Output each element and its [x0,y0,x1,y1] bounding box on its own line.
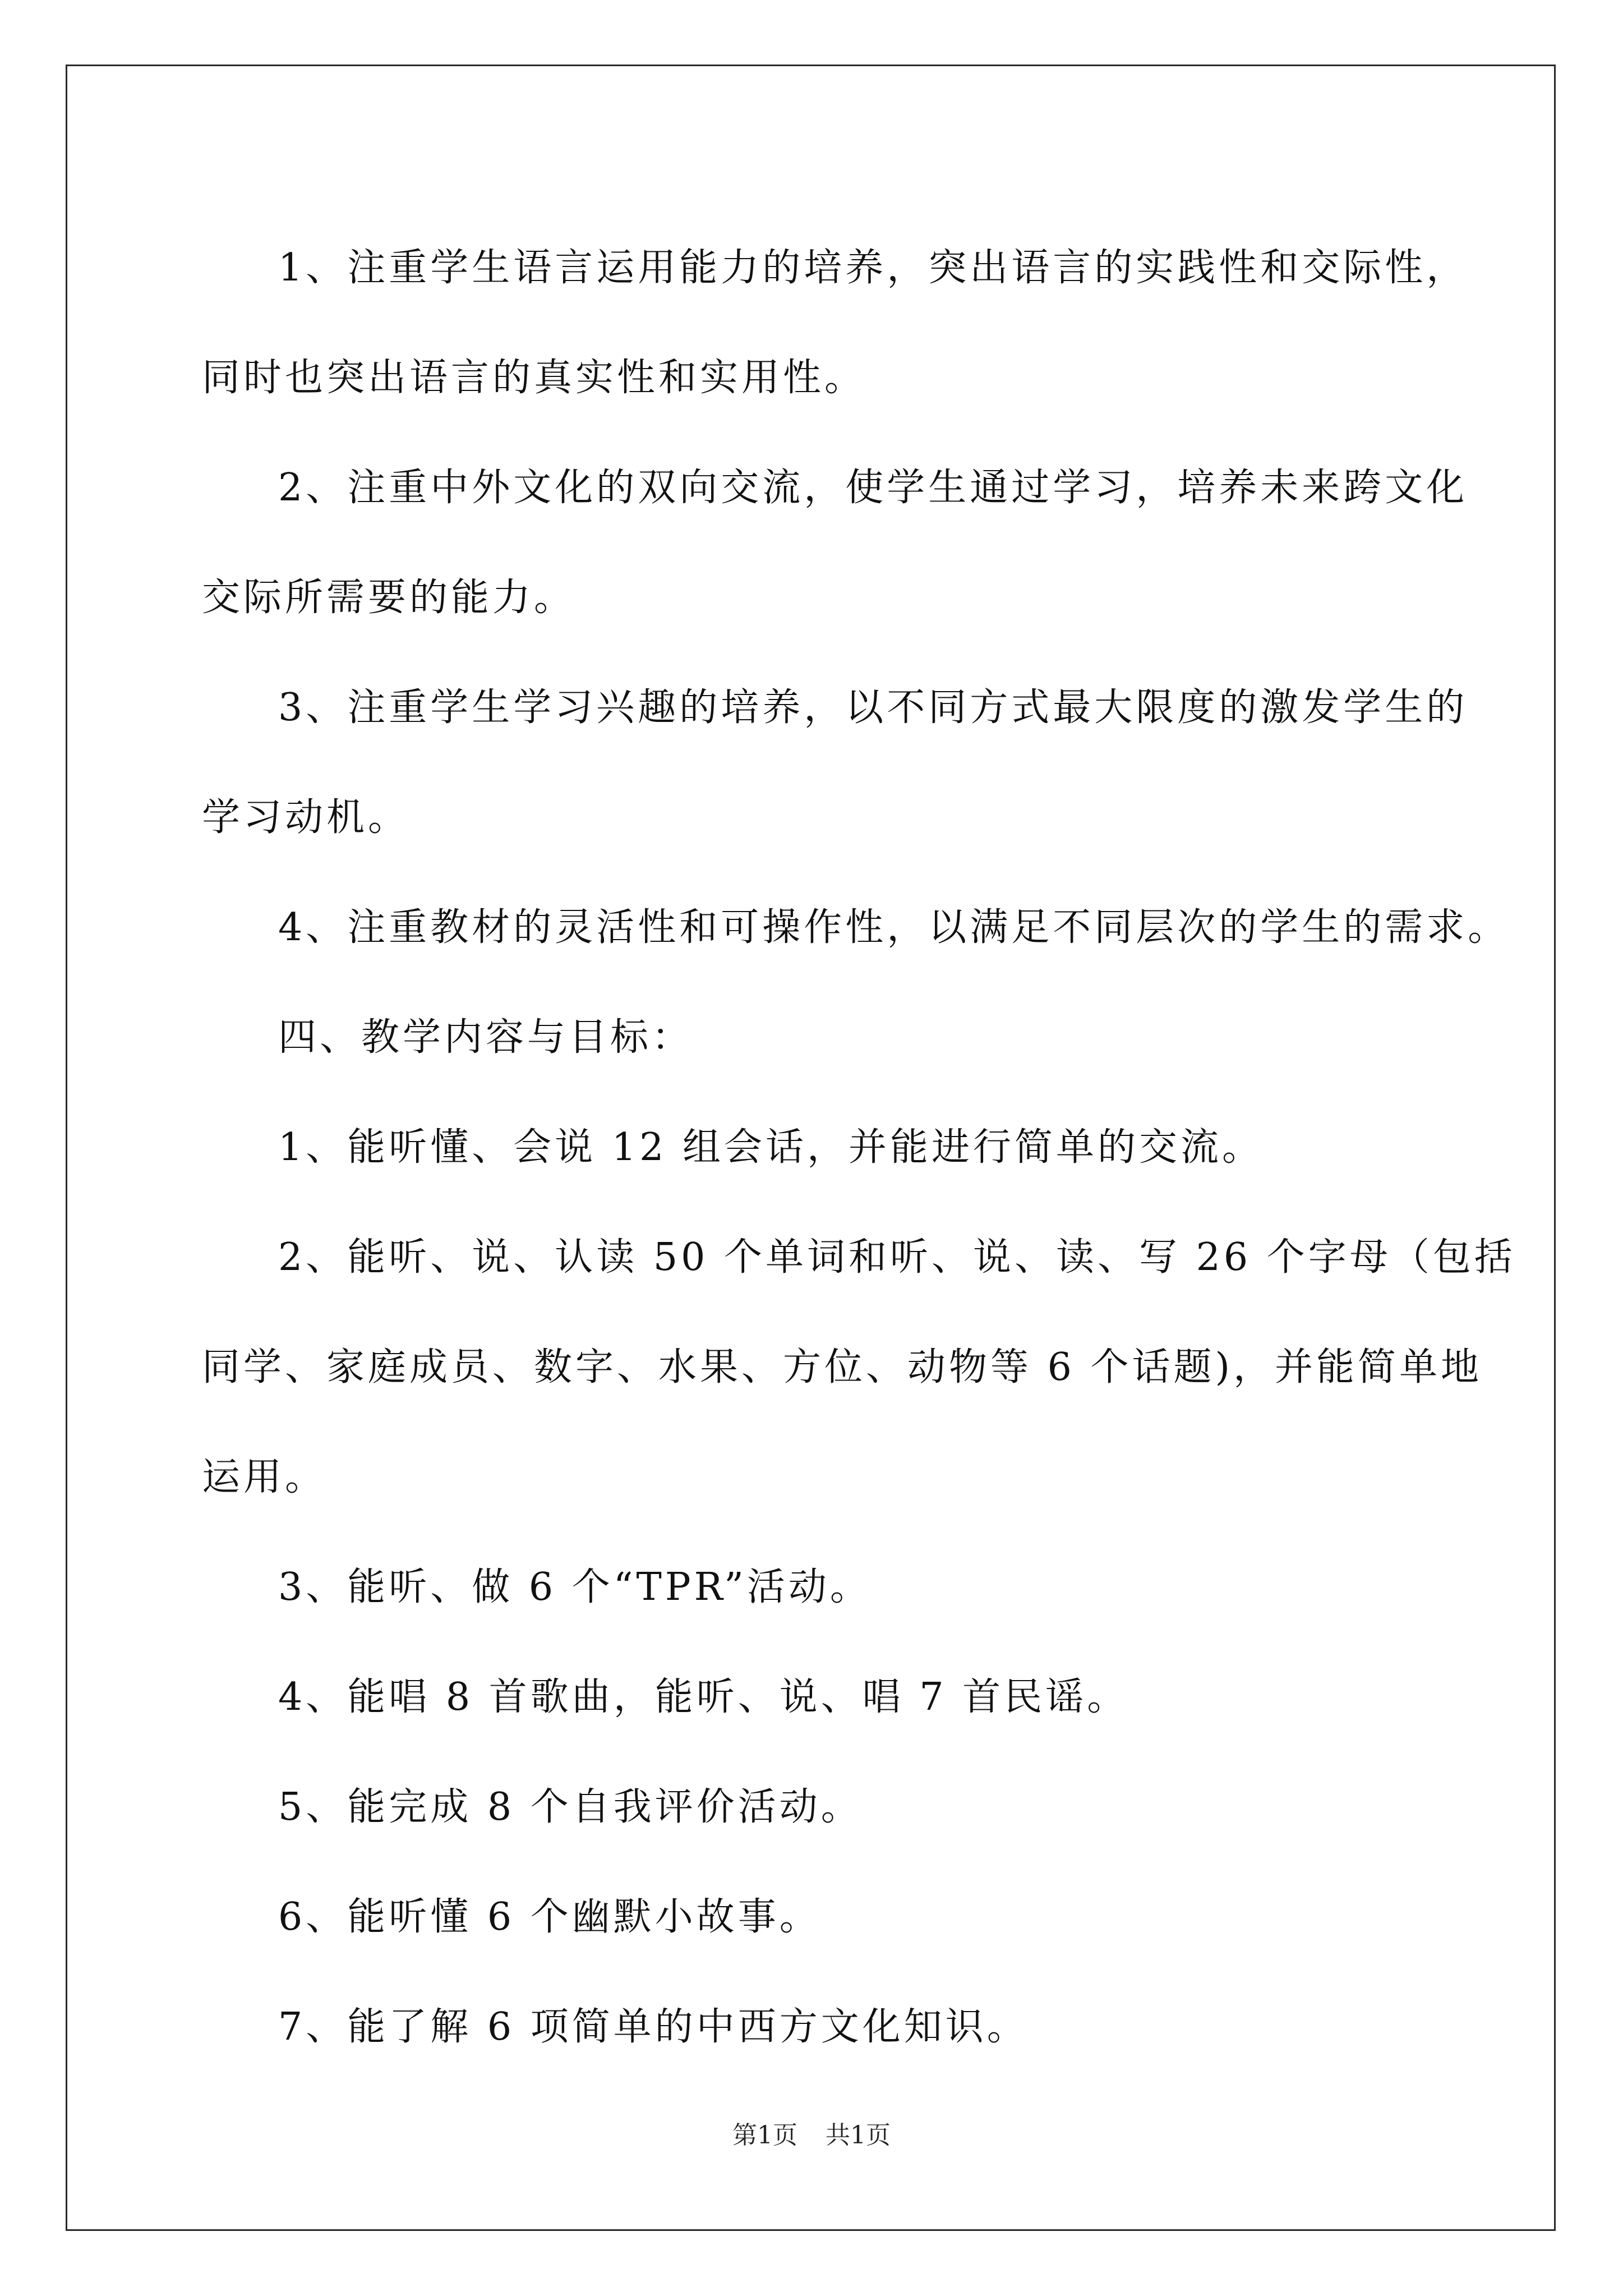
paragraph-line: 运用。 [202,1455,327,1499]
paragraph-line: 同时也突出语言的真实性和实用性。 [202,356,866,400]
paragraph-line: 3、能听、做 6 个“TPR”活动。 [278,1565,872,1609]
paragraph-line: 4、能唱 8 首歌曲，能听、说、唱 7 首民谣。 [278,1675,1129,1719]
page-total: 共1页 [826,2121,891,2150]
paragraph-line: 4、注重教材的灵活性和可操作性，以满足不同层次的学生的需求。 [278,905,1510,950]
paragraph-line: 1、能听懂、会说 12 组会话，并能进行简单的交流。 [278,1125,1264,1170]
paragraph-line: 学习动机。 [202,795,410,840]
paragraph-line: 2、能听、说、认读 50 个单词和听、说、读、写 26 个字母（包括 [278,1235,1516,1280]
page-number: 第1页 [732,2121,797,2150]
paragraph-line: 2、注重中外文化的双向交流，使学生通过学习，培养未来跨文化 [278,466,1468,510]
section-heading: 四、教学内容与目标： [278,1015,694,1060]
paragraph-line: 交际所需要的能力。 [202,576,576,620]
paragraph-line: 1、注重学生语言运用能力的培养，突出语言的实践性和交际性， [278,246,1468,290]
paragraph-line: 7、能了解 6 项简单的中西方文化知识。 [278,2005,1029,2049]
document-body [202,213,1516,2082]
page-footer [0,2115,1623,2151]
paragraph-line: 3、注重学生学习兴趣的培养，以不同方式最大限度的激发学生的 [278,685,1468,730]
paragraph-line: 同学、家庭成员、数字、水果、方位、动物等 6 个话题)，并能简单地 [202,1345,1483,1389]
paragraph-line: 5、能完成 8 个自我评价活动。 [278,1785,863,1829]
paragraph-line: 6、能听懂 6 个幽默小故事。 [278,1895,821,1939]
